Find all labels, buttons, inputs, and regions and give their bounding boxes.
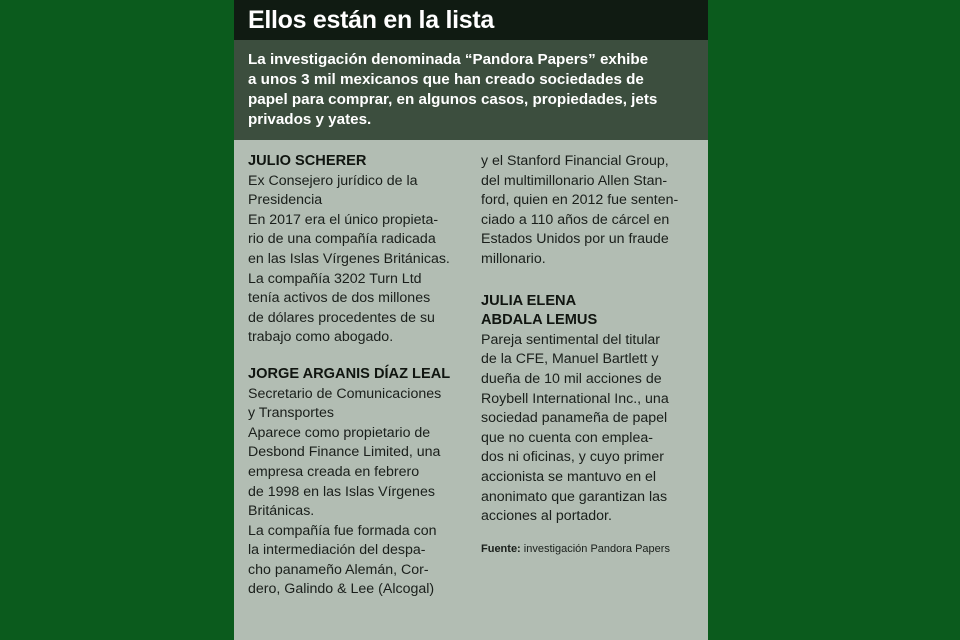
section-gap [248, 348, 464, 365]
body-line: accionista se mantuvo en el [481, 468, 657, 485]
person-name-julia-abdala-line2: ABDALA LEMUS [481, 312, 598, 329]
body-line: empresa creada en febrero [248, 463, 420, 480]
person-role-line: Secretario de Comunicaciones [248, 385, 442, 402]
body-line: acciones al portador. [481, 508, 612, 525]
intro-line: a unos 3 mil mexicanos que han creado sociedades de [248, 71, 644, 88]
person-role-line: y Transportes [248, 405, 334, 422]
left-column [248, 152, 464, 600]
body-line: de 1998 en las Islas Vírgenes [248, 483, 435, 500]
body-line: sociedad panameña de papel [481, 410, 668, 427]
body-line: rio de una compañía radicada [248, 231, 436, 248]
body-line: y el Stanford Financial Group, [481, 153, 669, 169]
person-role-line: Presidencia [248, 192, 323, 209]
body-line: La compañía fue formada con [248, 522, 437, 539]
body-line: la intermediación del despa- [248, 542, 426, 559]
body-line: en las Islas Vírgenes Británicas. [248, 250, 450, 267]
body-line: ciado a 110 años de cárcel en [481, 211, 670, 228]
columns [234, 140, 708, 640]
person-name-julia-abdala: JULIA ELENA [481, 292, 577, 309]
person-role-line: Ex Consejero jurídico de la [248, 172, 418, 189]
body-line: anonimato que garantizan las [481, 488, 668, 505]
infographic-panel [234, 0, 708, 640]
intro-line: La investigación denominada “Pandora Papers” exhibe [248, 51, 649, 68]
body-line: Pareja sentimental del titular [481, 331, 661, 348]
body-line: millonario. [481, 250, 546, 267]
body-line: ford, quien en 2012 fue senten- [481, 192, 679, 209]
body-line: Desbond Finance Limited, una [248, 444, 441, 461]
intro-line: privados y yates. [248, 111, 372, 128]
right-column [481, 152, 703, 557]
body-line: que no cuenta con emplea- [481, 429, 653, 446]
body-line: dueña de 10 mil acciones de [481, 370, 662, 387]
body-line: del multimillonario Allen Stan- [481, 172, 668, 189]
body-line: cho panameño Alemán, Cor- [248, 561, 429, 578]
infographic-title: Ellos están en la lista [234, 0, 708, 40]
source-note [481, 541, 703, 557]
body-line: En 2017 era el único propieta- [248, 211, 439, 228]
body-line: Estados Unidos por un fraude [481, 231, 669, 248]
source-text: investigación Pandora Papers [523, 542, 670, 555]
body-line: dero, Galindo & Lee (Alcogal) [248, 581, 435, 598]
person-name-jorge-arganis: JORGE ARGANIS DÍAZ LEAL [248, 365, 451, 382]
intro-line: papel para comprar, en algunos casos, propiedades, jets [248, 91, 658, 108]
body-line: Británicas. [248, 503, 315, 520]
person-name-julio-scherer: JULIO SCHERER [248, 153, 367, 169]
intro-box [234, 40, 708, 140]
body-line: de dólares procedentes de su [248, 309, 435, 326]
body-line: tenía activos de dos millones [248, 290, 431, 307]
body-line: dos ni oficinas, y cuyo primer [481, 449, 664, 466]
body-line: trabajo como abogado. [248, 329, 394, 346]
body-line: La compañía 3202 Turn Ltd [248, 270, 422, 287]
section-gap [481, 270, 703, 292]
body-line: Aparece como propietario de [248, 424, 431, 441]
body-line: Roybell International Inc., una [481, 390, 669, 407]
source-label: Fuente: [481, 542, 521, 555]
body-line: de la CFE, Manuel Bartlett y [481, 351, 659, 368]
